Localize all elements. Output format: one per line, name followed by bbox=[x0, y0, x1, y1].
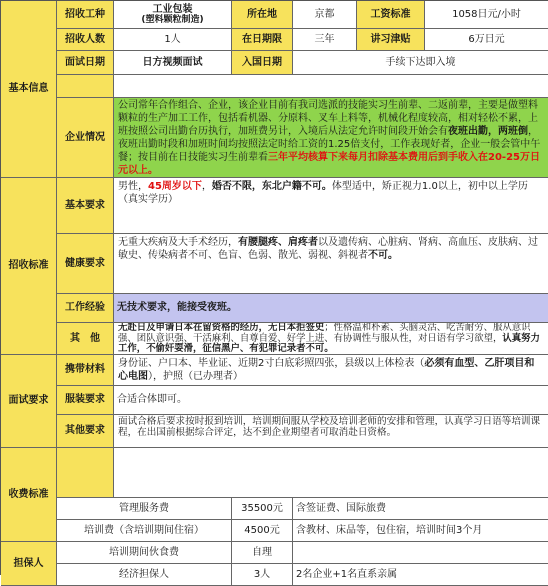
basic-req-text-2: ， bbox=[201, 181, 212, 192]
health-text-2: 以及遗传病、心脏病、肾病、高血压、皮肤病、过敏史、传染病者不可、色盲、色弱、散光、弱视、斜视者 bbox=[118, 237, 538, 261]
materials-text-2: ），护照（已办理者） bbox=[148, 371, 243, 382]
company-text-2: ，夜班出勤时段和加班时间均按照法定时给工资的1.25倍支付，工作表现好者，企业一般会管中午餐；按目前在日技能实习生前辈看 bbox=[118, 126, 541, 163]
location-value: 京都 bbox=[293, 1, 357, 29]
materials-bold: 必须有血型、乙肝项目和心电图 bbox=[118, 358, 535, 382]
basic-req-label: 基本要求 bbox=[57, 178, 114, 234]
experience-label: 工作经验 bbox=[57, 294, 114, 323]
allowance-label: 讲习津贴 bbox=[357, 29, 425, 51]
other-text-1: ；性格温和朴素、头脑灵活、吃苦耐劳、服从意识强、团队意识强、干活麻利、自尊自爱、好学上进、有协调性与服从性，对日语有学习欲望， bbox=[118, 323, 531, 344]
section-interview-req: 面试要求 bbox=[1, 355, 57, 448]
materials-value bbox=[114, 355, 548, 386]
health-bold-2: 不可。 bbox=[368, 250, 398, 261]
entry-date-label: 入国日期 bbox=[232, 51, 293, 75]
company-description bbox=[114, 98, 548, 178]
blank-cell bbox=[57, 448, 114, 498]
basic-req-age: 45周岁以下 bbox=[148, 181, 202, 192]
fee-name: 管理服务费 bbox=[57, 498, 232, 520]
fee-amount: 35500元 bbox=[232, 498, 293, 520]
location-label: 所在地 bbox=[232, 1, 293, 29]
job-type-label: 招收工种 bbox=[57, 1, 114, 29]
other-value bbox=[114, 323, 548, 355]
fee-amount: 自理 bbox=[232, 542, 293, 564]
basic-req-bold: 婚否不限，东北户籍不可。 bbox=[211, 181, 332, 192]
dress-label: 服装要求 bbox=[57, 386, 114, 415]
term-label: 在日期限 bbox=[232, 29, 293, 51]
job-type-value bbox=[114, 1, 232, 29]
experience-value: 无技术要求，能接受夜班。 bbox=[114, 294, 548, 323]
allowance-value: 6万日元 bbox=[425, 29, 548, 51]
blank-cell bbox=[57, 75, 114, 98]
basic-req-text-3: 体型适中，矫正视力1.0以上，初中以上学历（真实学历） bbox=[118, 181, 528, 205]
fee-note: 含签证费、国际旅费 bbox=[293, 498, 548, 520]
fee-name: 培训费（含培训期间住宿） bbox=[57, 520, 232, 542]
guarantor-name: 经济担保人 bbox=[57, 564, 232, 586]
wage-value: 1058日元/小时 bbox=[425, 1, 548, 29]
section-guarantor: 担保人 bbox=[1, 542, 57, 586]
entry-date-value: 手续下达即入境 bbox=[293, 51, 548, 75]
blank-cell bbox=[114, 448, 548, 498]
basic-req-text-1: 男性， bbox=[118, 181, 148, 192]
basic-req-value bbox=[114, 178, 548, 234]
company-label: 企业情况 bbox=[57, 98, 114, 178]
section-basic-info: 基本信息 bbox=[1, 1, 57, 178]
health-req-value bbox=[114, 234, 548, 294]
company-night-shift: 夜班出勤，两班倒 bbox=[448, 126, 528, 137]
other-label: 其 他 bbox=[57, 323, 114, 355]
interview-date-value: 日方视频面试 bbox=[114, 51, 232, 75]
count-label: 招收人数 bbox=[57, 29, 114, 51]
blank-cell bbox=[114, 75, 548, 98]
dress-value: 合适合体即可。 bbox=[114, 386, 548, 415]
materials-text-1: 身份证、户口本、毕业证、近期2寸白底彩照四张，县级以上体检表（ bbox=[118, 358, 425, 369]
fee-note: 含教材、床品等，包住宿，培训时间3个月 bbox=[293, 520, 548, 542]
company-income-highlight: 三年平均核算下来每月扣除基本费用后到手收入在20-25万日元以上。 bbox=[118, 152, 540, 176]
other-req-label: 其他要求 bbox=[57, 415, 114, 448]
guarantor-count: 3人 bbox=[232, 564, 293, 586]
health-text-1: 无重大疾病及大手术经历， bbox=[118, 237, 238, 248]
interview-date-label: 面试日期 bbox=[57, 51, 114, 75]
other-req-value: 面试合格后要求按时报到培训，培训期间服从学校及培训老师的安排和管理，认真学习日语等培训课程，在出国前根据综合评定，达不到企业期望者可取消赴日资格。 bbox=[114, 415, 548, 448]
job-type-sub: (塑料颗粒制造) bbox=[141, 15, 204, 26]
fee-note bbox=[293, 542, 548, 564]
count-value: 1人 bbox=[114, 29, 232, 51]
health-req-label: 健康要求 bbox=[57, 234, 114, 294]
wage-label: 工资标准 bbox=[357, 1, 425, 29]
other-bold-2: 认真努力工作，不偷奸耍滑，征信黑户、有犯罪记录者不可。 bbox=[118, 332, 540, 354]
term-value: 三年 bbox=[293, 29, 357, 51]
materials-label: 携带材料 bbox=[57, 355, 114, 386]
company-text-1: 公司常年合作组合、企业，该企业目前有我司选派的技能实习生前辈、二返前辈，主要是做塑料颗粒的生产加工工作，包括看机器、分原料、叉车上料等，机械化程度较高，相对轻松不累，上班按照公司出勤台历执行，加班费另计，入境后从法定允许时间段开始会有 bbox=[118, 100, 538, 137]
fee-name: 培训期间伙食费 bbox=[57, 542, 232, 564]
other-bold-1: 无赴日及申请日本在留资格的经历，无日本拒签史 bbox=[118, 323, 325, 333]
guarantor-note: 2名企业+1名直系亲属 bbox=[293, 564, 548, 586]
fee-amount: 4500元 bbox=[232, 520, 293, 542]
health-bold: 有腰腿疼、肩疼者 bbox=[238, 237, 318, 248]
job-type-main: 工业包装 bbox=[152, 3, 193, 15]
section-fees: 收费标准 bbox=[1, 448, 57, 542]
section-recruit-standard: 招收标准 bbox=[1, 178, 57, 355]
